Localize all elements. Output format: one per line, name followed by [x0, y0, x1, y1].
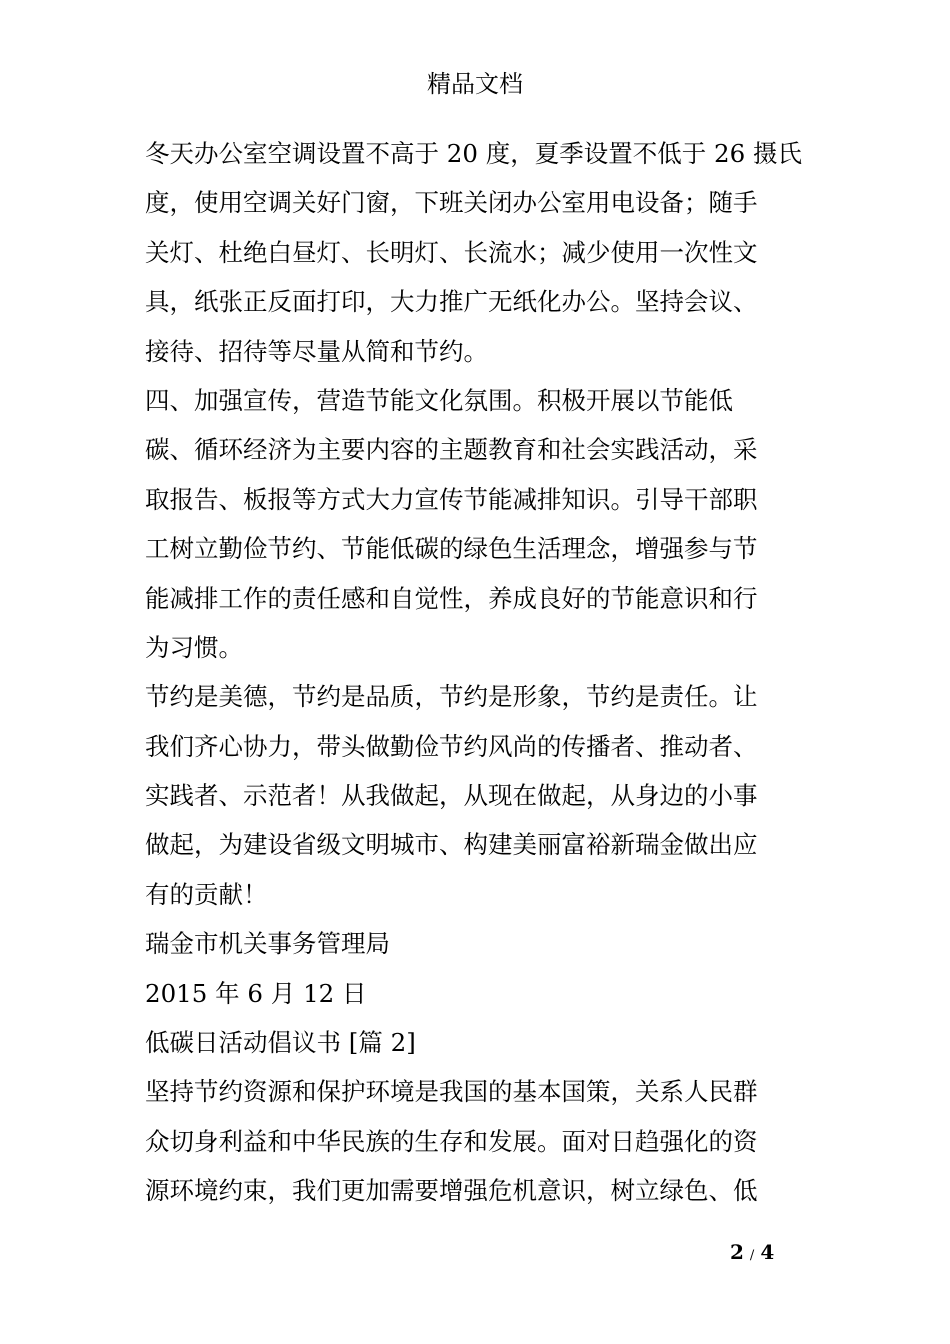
text-line: 碳、循环经济为主要内容的主题教育和社会实践活动，采 — [145, 435, 758, 465]
page-number-total: 4 — [760, 1240, 775, 1264]
page-number-separator: / — [749, 1248, 755, 1263]
section-heading: 低碳日活动倡议书 [篇 2] — [145, 1028, 416, 1058]
text-line: 源环境约束，我们更加需要增强危机意识，树立绿色、低 — [145, 1176, 758, 1206]
text-line: 我们齐心协力，带头做勤俭节约风尚的传播者、推动者、 — [145, 731, 758, 761]
signature-organization: 瑞金市机关事务管理局 — [145, 929, 390, 959]
text-line: 工树立勤俭节约、节能低碳的绿色生活理念，增强参与节 — [145, 534, 758, 564]
text-line: 做起，为建设省级文明城市、构建美丽富裕新瑞金做出应 — [145, 830, 758, 860]
text-line: 为习惯。 — [145, 632, 243, 662]
text-line: 度，使用空调关好门窗，下班关闭办公室用电设备；随手 — [145, 188, 758, 218]
text-line: 具，纸张正反面打印，大力推广无纸化办公。坚持会议、 — [145, 287, 758, 317]
text-line: 坚持节约资源和保护环境是我国的基本国策，关系人民群 — [145, 1077, 758, 1107]
text-line: 有的贡献！ — [145, 879, 268, 909]
page-number-current: 2 — [730, 1240, 744, 1264]
signature-date: 2015 年 6 月 12 日 — [145, 978, 367, 1008]
page-header-title: 精品文档 — [427, 70, 523, 98]
text-line: 能减排工作的责任感和自觉性，养成良好的节能意识和行 — [145, 583, 758, 613]
text-line: 冬天办公室空调设置不高于 20 度，夏季设置不低于 26 摄氏 — [145, 139, 802, 168]
text-line: 众切身利益和中华民族的生存和发展。面对日趋强化的资 — [145, 1126, 758, 1156]
document-body — [145, 129, 815, 1216]
text-line: 关灯、杜绝白昼灯、长明灯、长流水；减少使用一次性文 — [145, 237, 758, 267]
text-line: 节约是美德，节约是品质，节约是形象，节约是责任。让 — [145, 682, 758, 712]
text-line: 取报告、板报等方式大力宣传节能减排知识。引导干部职 — [145, 484, 758, 514]
text-line: 四、加强宣传，营造节能文化氛围。积极开展以节能低 — [145, 385, 733, 415]
text-line: 实践者、示范者！从我做起，从现在做起，从身边的小事 — [145, 781, 758, 811]
page-number — [730, 1238, 774, 1270]
text-line: 接待、招待等尽量从简和节约。 — [145, 336, 488, 366]
